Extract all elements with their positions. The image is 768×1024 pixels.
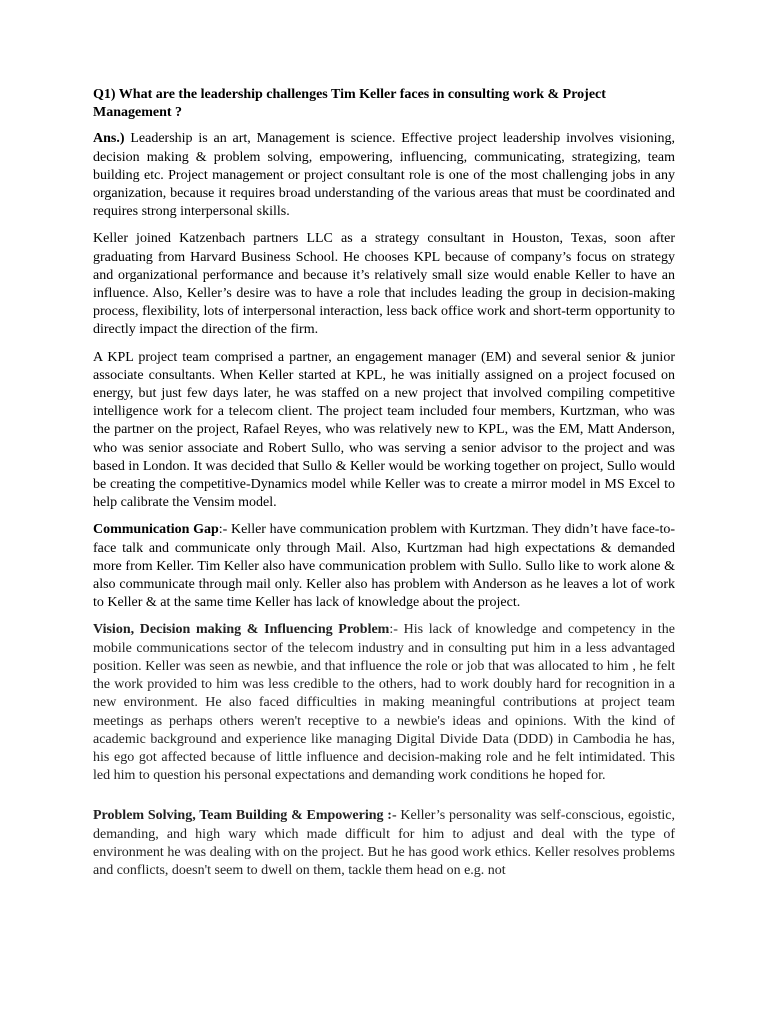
section-text: :- Keller have communication problem with Kurtzman. They didn’t have face-to-face talk and communicate only through Mail. Also, Kurtzman had high expectations & demanded more from Keller. Tim Keller also have communication problem with Sullo. Sullo like to work alone & also communicate through mail only. Keller also has problem with Anderson as he leaves a lot of work to Keller & at the same time Keller has lack of knowledge about the project. bbox=[93, 522, 675, 611]
answer-label: Ans.) bbox=[93, 131, 125, 147]
document-page bbox=[93, 86, 675, 889]
question-heading: Q1) What are the leadership challenges Tim Keller faces in consulting work & Project Management ? bbox=[93, 87, 606, 121]
body-paragraph: A KPL project team comprised a partner, an engagement manager (EM) and several senior & junior associate consultants. When Keller started at KPL, he was initially assigned on a project focused on energy, but just few days later, he was staffed on a new project that involved compiling competitive intelligence work for a telecom client. The project team included four members, Kurtzman, who was the partner on the project, Rafael Reyes, who was relatively new to KPL, was the EM, Matt Anderson, who was senior associate and Robert Sullo, who was serving a senior advisor to the project and was based in London. It was decided that Sullo & Keller would be working together on project, Sullo would be creating the competitive-Dynamics model while Keller was to create a mirror model in MS Excel to help calibrate the Vensim model. bbox=[93, 349, 675, 511]
section-label: Vision, Decision making & Influencing Problem bbox=[93, 622, 390, 638]
section-problem-solving bbox=[93, 807, 675, 880]
answer-text: Leadership is an art, Management is science. Effective project leadership involves visioning, decision making & problem solving, empowering, influencing, communicating, strategizing, team building etc. Project management or project consultant role is one of the most challenging jobs in any organization, because it requires broad understanding of the various areas that must be coordinated and requires strong interpersonal skills. bbox=[93, 131, 675, 220]
answer-paragraph bbox=[93, 130, 675, 221]
section-text: Keller’s personality was self-conscious, egoistic, demanding, and high wary which made difficult for him to adjust and deal with the type of environment he was dealing with on the project. But he has good work ethics. Keller resolves problems and conflicts, doesn't seem to dwell on them, tackle them head on e.g. not bbox=[93, 808, 675, 878]
section-label: Communication Gap bbox=[93, 522, 219, 538]
section-label: Problem Solving, Team Building & Empowering :- bbox=[93, 808, 397, 824]
section-text: :- His lack of knowledge and competency in the mobile communications sector of the telecom industry and in consulting put him in a less advantaged position. Keller was seen as newbie, and that influence the role or job that was allocated to him , he felt the work provided to him was less credible to the others, had to work doubly hard for recognition in a new environment. He also faced difficulties in making meaningful contributions at project team meetings as perhaps others weren't receptive to a newbie's ideas and opinions. With the kind of academic background and experience like managing Digital Divide Data (DDD) in Cambodia he has, his ego got affected because of little influence and decision-making role and he felt intimidated. This led him to question his personal expectations and demanding work conditions he hoped for. bbox=[93, 622, 676, 784]
section-communication-gap bbox=[93, 521, 675, 612]
section-vision-decision bbox=[93, 621, 675, 785]
body-paragraph: Keller joined Katzenbach partners LLC as a strategy consultant in Houston, Texas, soon after graduating from Harvard Business School. He chooses KPL because of company’s focus on strategy and organizational performance and because it’s relatively small size would enable Keller to have an influence. Also, Keller’s desire was to have a role that includes leading the group in decision-making process, flexibility, lots of interpersonal interaction, less back office work and short-term opportunity to directly impact the direction of the firm. bbox=[93, 231, 675, 338]
